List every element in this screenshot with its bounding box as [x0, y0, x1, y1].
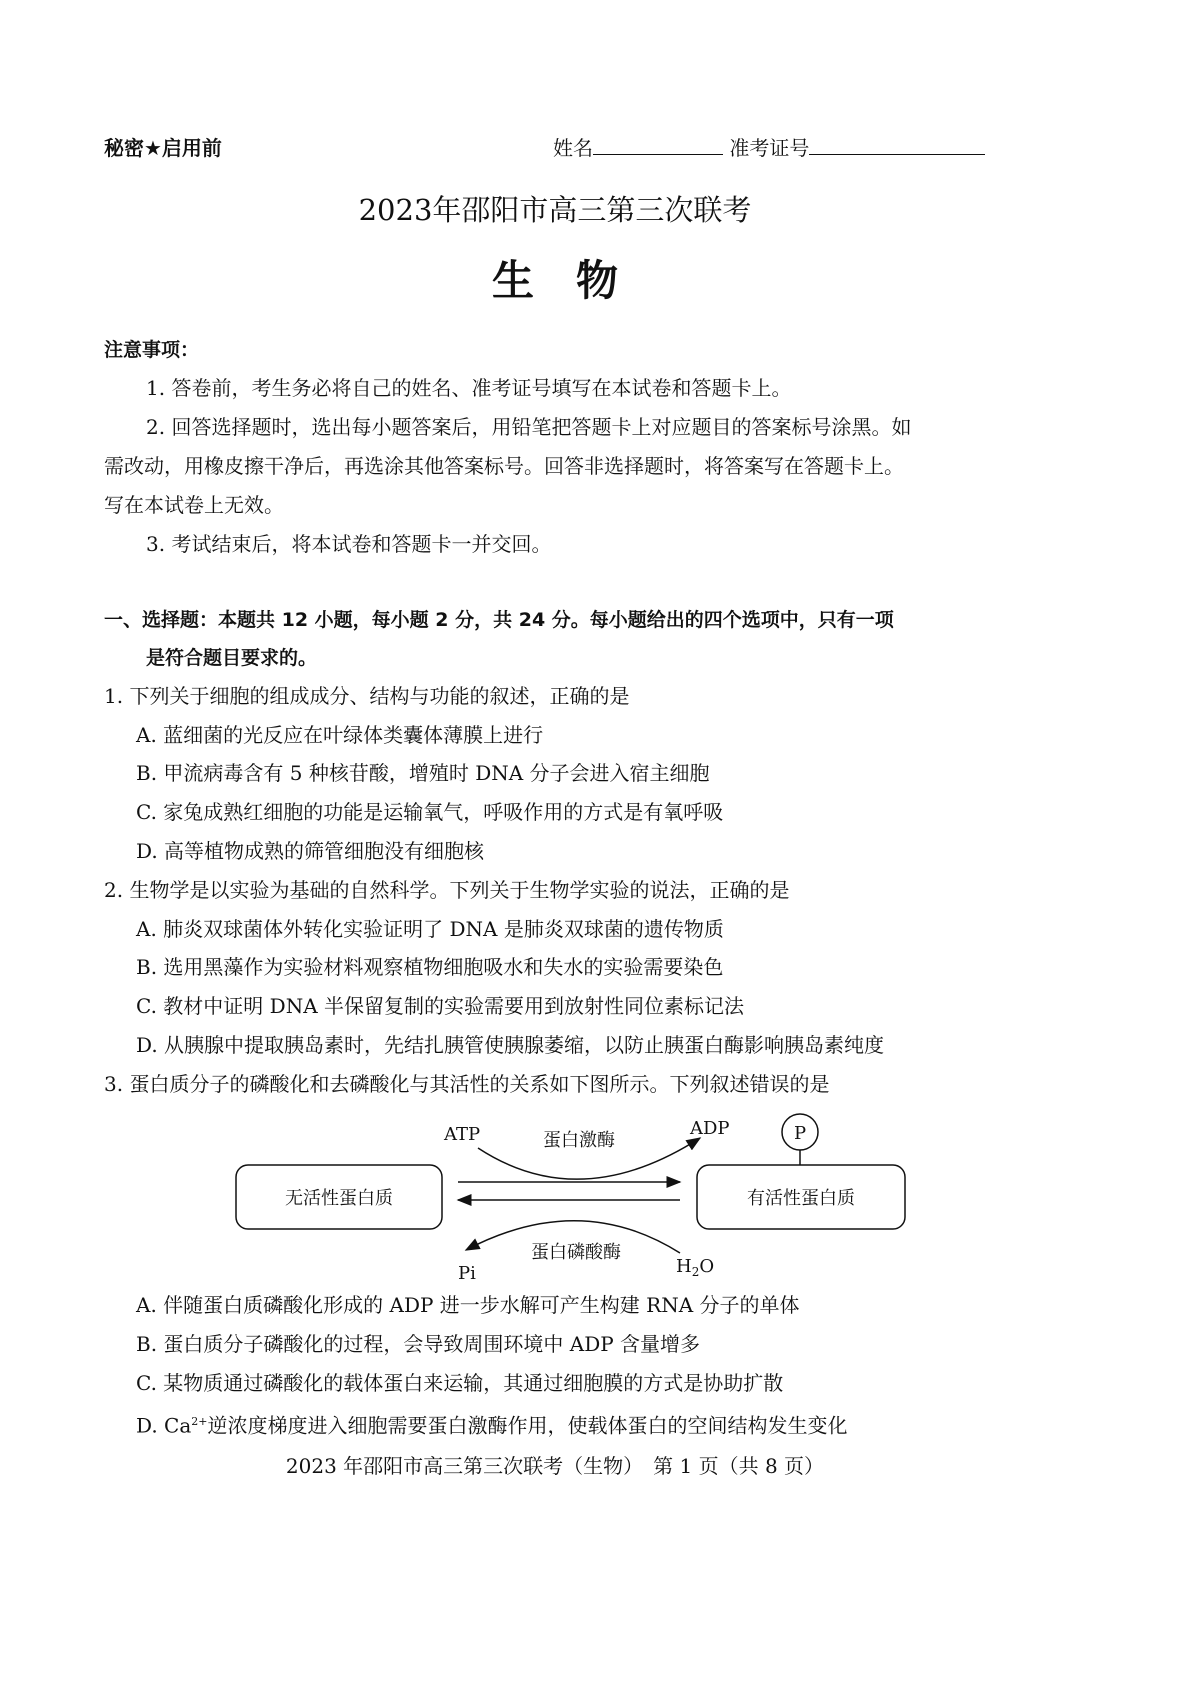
notice-item: 2. 回答选择题时，选出每小题答案后，用铅笔把答题卡上对应题目的答案标号涂黑。如: [146, 415, 912, 439]
option: C. 家兔成熟红细胞的功能是运输氧气，呼吸作用的方式是有氧呼吸: [136, 800, 724, 824]
notice-heading: 注意事项：: [104, 339, 200, 361]
option: D. 从胰腺中提取胰岛素时，先结扎胰管使胰腺萎缩，以防止胰蛋白酶影响胰岛素纯度: [136, 1033, 885, 1057]
option-d-text: 逆浓度梯度进入细胞需要蛋白激酶作用，使载体蛋白的空间结构发生变化: [207, 1413, 848, 1438]
adp-label: ADP: [690, 1118, 730, 1139]
question-stem: 3. 蛋白质分子的磷酸化和去磷酸化与其活性的关系如下图所示。下列叙述错误的是: [104, 1072, 830, 1096]
option: C. 某物质通过磷酸化的载体蛋白来运输，其通过细胞膜的方式是协助扩散: [136, 1371, 784, 1395]
option: D. 高等植物成熟的筛管细胞没有细胞核: [136, 839, 485, 863]
confidential-label: 秘密★启用前: [104, 136, 222, 160]
section-heading: 一、选择题：本题共 12 小题，每小题 2 分，共 24 分。每小题给出的四个选项中，只有一项: [104, 609, 894, 631]
id-label: 准考证号: [729, 136, 810, 160]
option-d-prefix: D. Ca: [136, 1413, 192, 1438]
kinase-label: 蛋白激酶: [543, 1130, 615, 1151]
option: A. 伴随蛋白质磷酸化形成的 ADP 进一步水解可产生构建 RNA 分子的单体: [136, 1293, 800, 1317]
inactive-protein-label: 无活性蛋白质: [285, 1188, 393, 1209]
phosphate-label: P: [793, 1123, 807, 1144]
option: A. 肺炎双球菌体外转化实验证明了 DNA 是肺炎双球菌的遗传物质: [136, 917, 724, 941]
exam-title: 2023年邵阳市高三第三次联考: [358, 193, 752, 227]
option: [136, 1409, 847, 1439]
charge-superscript: 2+: [191, 1415, 208, 1428]
option: A. 蓝细菌的光反应在叶绿体类囊体薄膜上进行: [136, 723, 544, 747]
pi-label: Pi: [458, 1263, 476, 1284]
notice-item: 3. 考试结束后，将本试卷和答题卡一并交回。: [146, 532, 552, 556]
water-label: $H_2O$: [676, 1256, 715, 1279]
option: B. 甲流病毒含有 5 种核苷酸，增殖时 DNA 分子会进入宿主细胞: [136, 761, 710, 785]
notice-item: 写在本试卷上无效。: [104, 493, 284, 517]
atp-label: ATP: [444, 1124, 481, 1145]
page-footer: 2023 年邵阳市高三第三次联考（生物） 第 1 页（共 8 页）: [285, 1454, 825, 1478]
phosphatase-label: 蛋白磷酸酶: [531, 1242, 621, 1263]
option: C. 教材中证明 DNA 半保留复制的实验需要用到放射性同位素标记法: [136, 994, 744, 1018]
name-label: 姓名: [553, 136, 593, 160]
active-protein-label: 有活性蛋白质: [747, 1188, 855, 1209]
question-stem: 2. 生物学是以实验为基础的自然科学。下列关于生物学实验的说法，正确的是: [104, 878, 790, 902]
notice-item: 需改动，用橡皮擦干净后，再选涂其他答案标号。回答非选择题时，将答案写在答题卡上。: [104, 454, 904, 478]
subject-title: 生 物: [491, 256, 618, 305]
section-heading-cont: 是符合题目要求的。: [146, 647, 318, 669]
question-stem: 1. 下列关于细胞的组成成分、结构与功能的叙述，正确的是: [104, 684, 630, 708]
option: B. 蛋白质分子磷酸化的过程，会导致周围环境中 ADP 含量增多: [136, 1332, 701, 1356]
notice-item: 1. 答卷前，考生务必将自己的姓名、准考证号填写在本试卷和答题卡上。: [146, 376, 792, 400]
option: B. 选用黑藻作为实验材料观察植物细胞吸水和失水的实验需要染色: [136, 955, 724, 979]
